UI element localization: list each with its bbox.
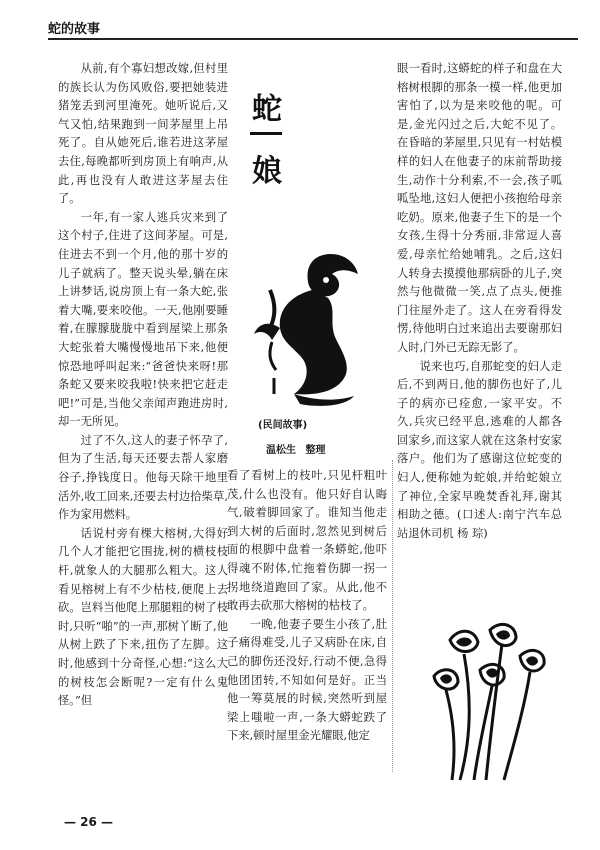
column-divider	[392, 460, 393, 772]
author-role: 整理	[305, 445, 326, 456]
running-title: 蛇的故事	[48, 22, 101, 37]
middle-paragraph-1: 看了看树上的枝叶,只见杆粗叶茂,什么也没有。他只好自认晦气,破着脚回家了。谁知当他走到大树的后面时,忽然见到树后面的根脚中盘着一条蟒蛇,他吓得魂不附体,忙拖着伤脚一拐一拐地绕道跑回了家。从此,他不敢再去砍那大榕树的枯枝了。	[227, 469, 387, 613]
left-text-column	[58, 60, 228, 711]
snake-woman-illustration	[250, 250, 380, 410]
header-rule	[48, 38, 578, 40]
author-name: 温松生	[266, 445, 296, 456]
right-paragraph-1: 眼一看时,这蟒蛇的样子和盘在大榕树根脚的那条一模一样,他更加害怕了,以为是来咬他的呢。可是,金光闪过之后,大蛇不见了。在昏暗的茅屋里,只见有一村姑模样的妇人在他妻子的床前帮助接生,动作十分利索,不一会,孩子呱呱坠地,这妇人便把小孩抱给母亲吃奶。原来,他妻子生下的是一个女孩,生得十分秀丽,非常逗人喜爱,母亲忙给她哺乳。之后,这妇人转身去摸摸他那病卧的儿子,突然与他微微一笑,点了点头,便推门往屋外走了。这人在旁看得发愣,待他明白过来追出去要谢那妇人时,门外已无踪无影了。	[397, 62, 562, 354]
middle-paragraph-2: 一晚,他妻子要生小孩了,肚子痛得难受,儿子又病卧在床,自己的脚伤还没好,行动不便,急得他团团转,不知如何是好。正当他一筹莫展的时候,突然听到屋梁上嗤啦一声,一条大蟒蛇跌了下来,顿时屋里金光耀眼,他定	[227, 617, 387, 743]
left-paragraph-4: 话说村旁有棵大榕树,大得好几个人才能把它围拢,树的横枝枝杆,就象人的大腿那么粗大。这人看见榕树上有不少枯枝,便爬上去砍。岂料当他爬上那腿粗的树了枝时,只听“啪”的一声,那树丫断了,他从树上跌了下来,扭伤了左脚。这时,他感到十分奇怪,心想:“这么大的树枝怎会断呢?一定有什么鬼怪。”但	[58, 526, 228, 708]
story-title-char-1: 蛇	[252, 92, 282, 127]
left-paragraph-3: 过了不久,这人的妻子怀孕了,但为了生活,每天还要去帮人家磨谷子,挣钱度日。他每天除干地里活外,收工回来,还要去村边拾柴草,作为家用燃料。	[58, 433, 228, 522]
flower-illustration	[420, 620, 560, 790]
title-dash	[250, 132, 282, 135]
left-paragraph-1: 从前,有个寡妇想改嫁,但村里的族长认为伤风败俗,要把她装进猪笼丢到河里淹死。她听说后,又气又怕,结果跑到一间茅屋里上吊死了。自从她死后,谁若进这茅屋去住,每晚都听到房顶上有响声,从此,再也没有人敢进这茅屋去住了。	[58, 62, 228, 206]
story-title-char-2: 娘	[252, 154, 282, 189]
right-text-column	[397, 60, 562, 543]
page-number: — 26 —	[64, 815, 114, 829]
credits	[266, 441, 325, 456]
middle-text-column	[227, 467, 387, 746]
source-tag: (民间故事)	[258, 420, 308, 431]
right-paragraph-2: 说来也巧,自那蛇变的妇人走后,不到两日,他的脚伤也好了,儿子的病亦已痊愈,一家平安。不久,兵灾已经平息,逃难的人都各回家乡,而这家人就在这条村安家落户。他们为了感谢这位蛇变的妇人,便称她为蛇娘,并给蛇娘立了神位,全家早晚焚香礼拜,谢其相助之德。(口述人:南宁汽车总站退休司机 杨 琮)	[397, 359, 562, 540]
left-paragraph-2: 一年,有一家人逃兵灾来到了这个村子,住进了这间茅屋。可是,住进去不到一个月,他的那十岁的儿子就病了。整天说头晕,躺在床上讲梦话,说房顶上有一条大蛇,张着大嘴,要来咬他。一天,他刚要睡着,在朦朦胧胧中看到屋梁上那条大蛇张着大嘴慢慢地吊下来,他便惊恐地呼叫起来:“爸爸快来呀!那条蛇又要来咬我啦!快来把它赶走吧!”可是,当他父亲闻声跑进房时,却一无所见。	[58, 210, 228, 429]
